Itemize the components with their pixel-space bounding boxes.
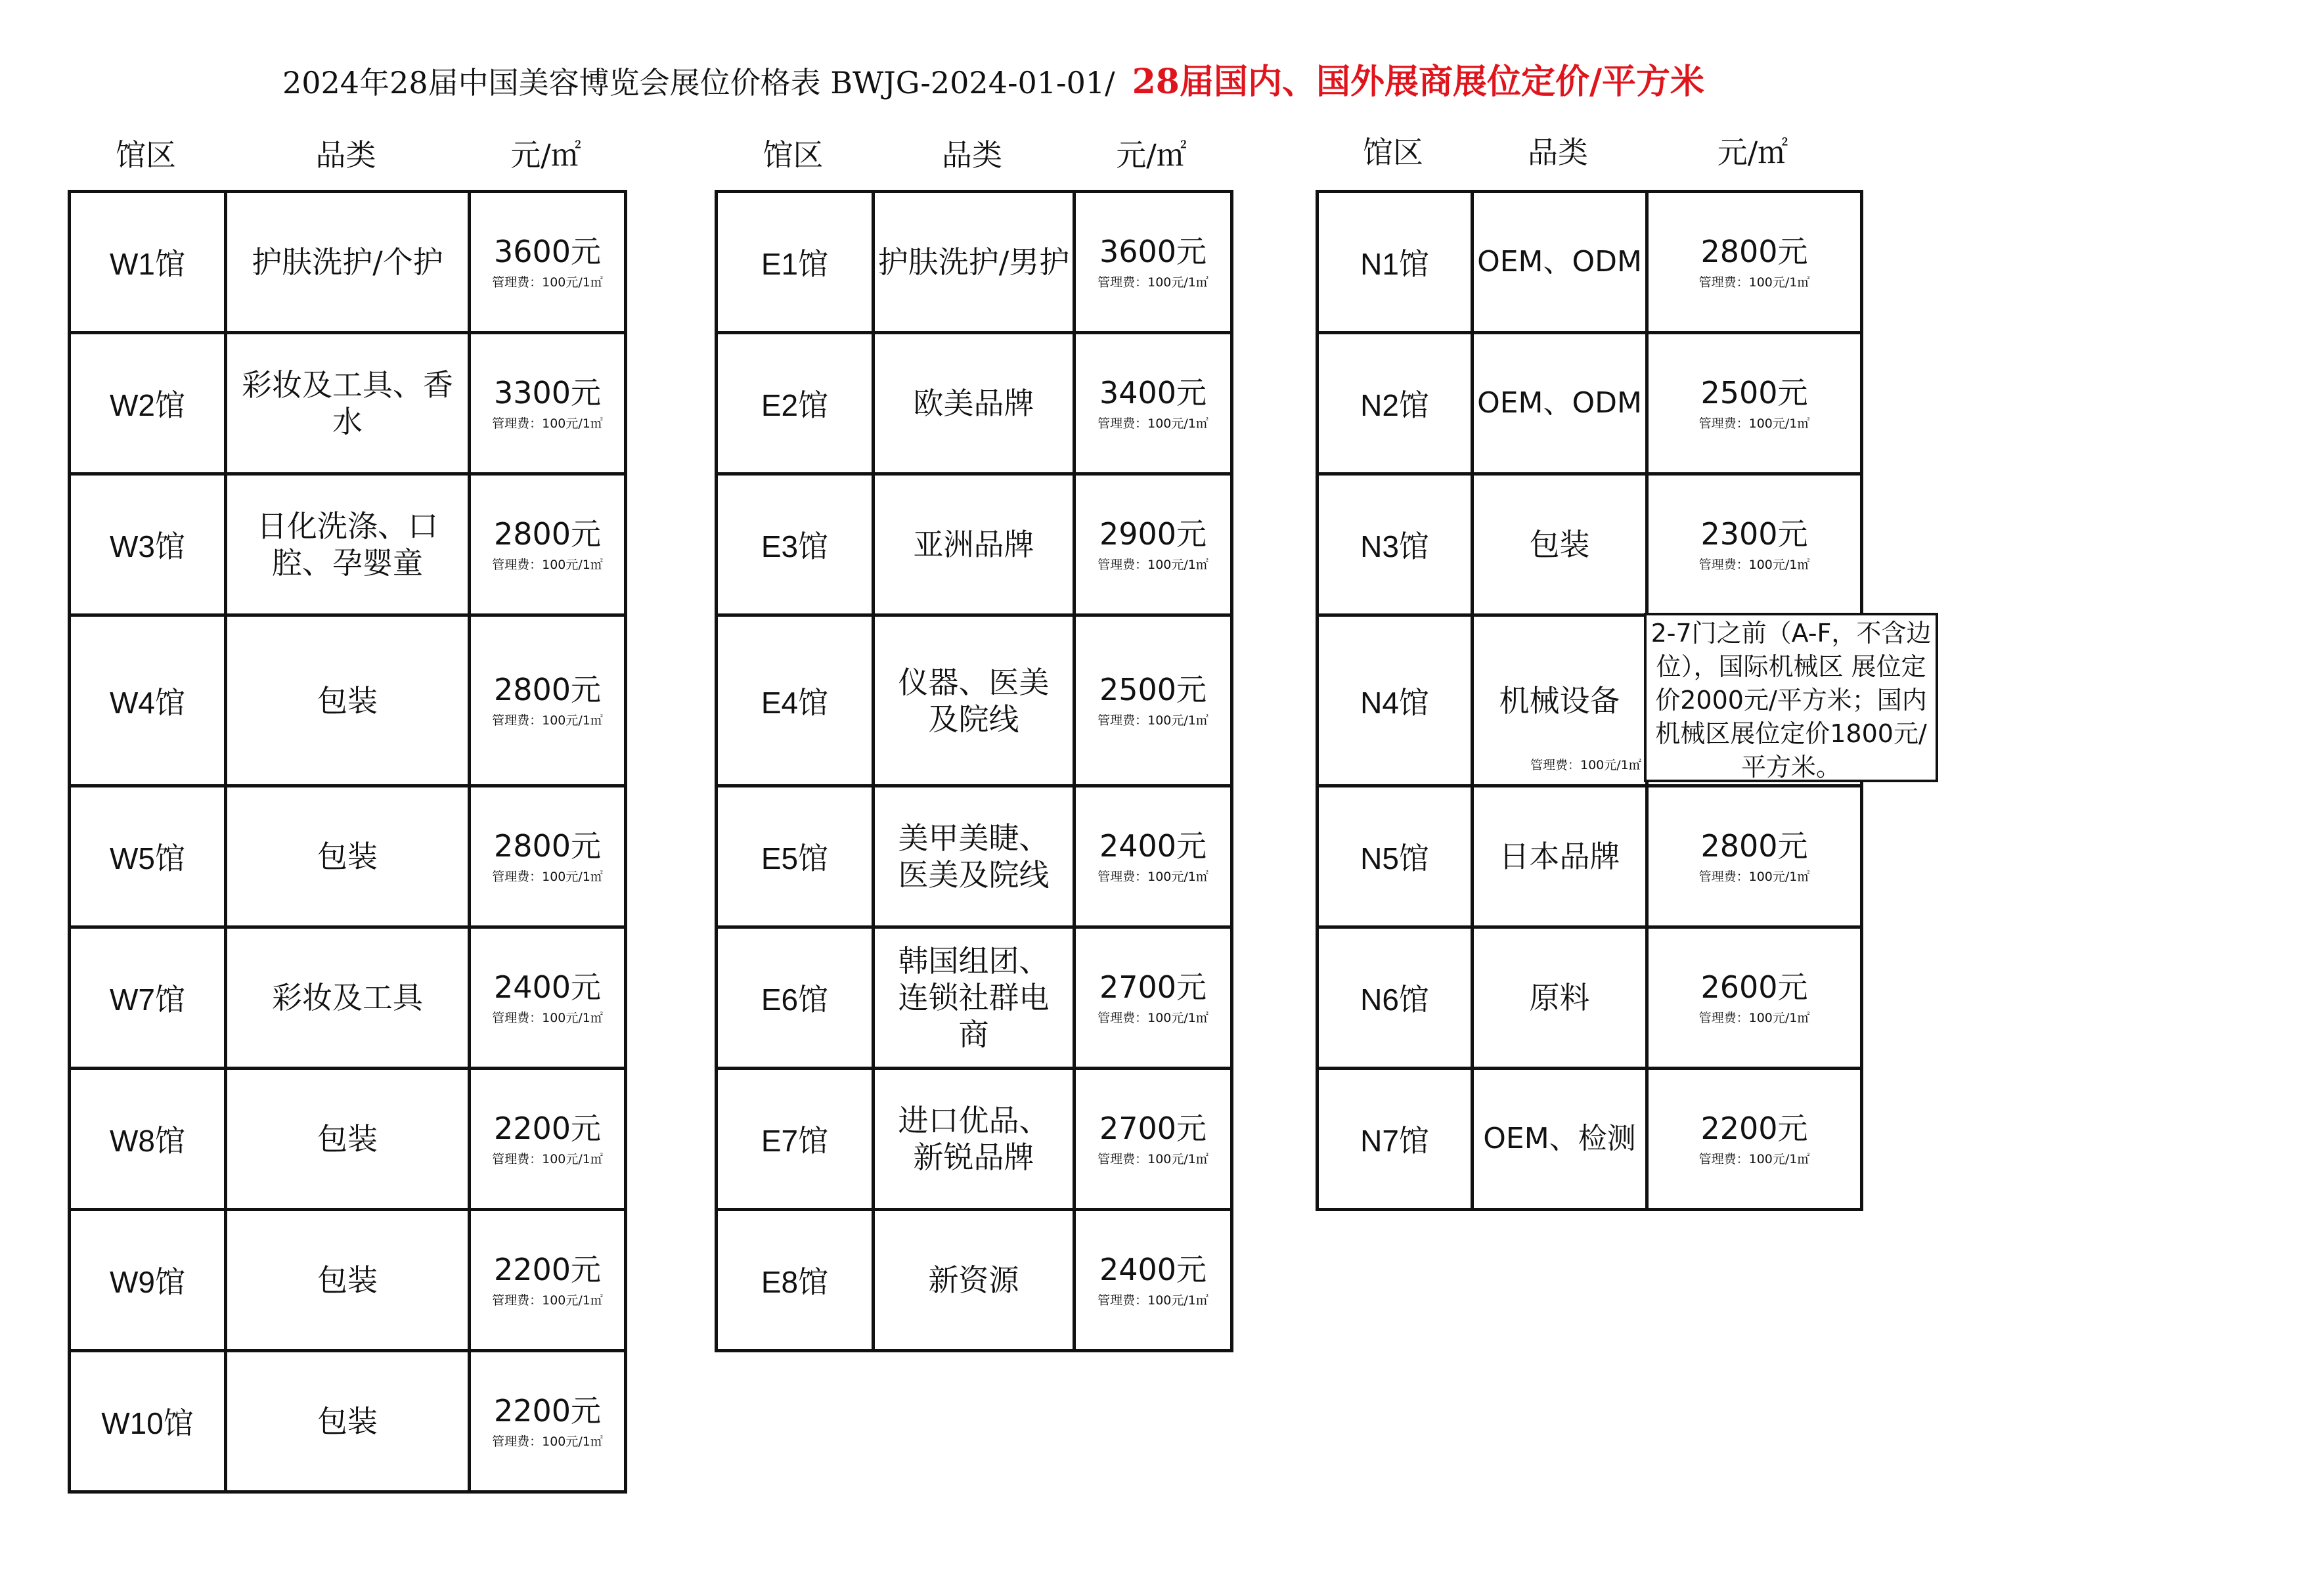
title-main: 2024年28届中国美容博览会展位价格表 BWJG-2024-01-01/ bbox=[282, 65, 1115, 100]
table-row bbox=[1318, 474, 1862, 615]
price-value: 3400元 bbox=[1099, 374, 1207, 410]
price-cell bbox=[470, 615, 626, 786]
hall-cell: N6馆 bbox=[1318, 927, 1473, 1069]
hall-cell: E8馆 bbox=[717, 1210, 874, 1351]
header-category-west: 品类 bbox=[315, 137, 376, 173]
management-fee: 管理费：100元/1㎡ bbox=[492, 1293, 603, 1308]
management-fee: 管理费：100元/1㎡ bbox=[1698, 1151, 1810, 1166]
category-cell: 彩妆及工具 bbox=[226, 927, 470, 1069]
table-row bbox=[717, 192, 1232, 333]
price-value: 2800元 bbox=[1700, 233, 1808, 269]
category-cell: 机械设备 bbox=[1473, 615, 1647, 786]
price-value: 2800元 bbox=[1700, 828, 1808, 864]
category-cell: 护肤洗护/个护 bbox=[226, 192, 470, 333]
table-row bbox=[717, 1210, 1232, 1351]
price-cell bbox=[470, 333, 626, 474]
category-cell: 包装 bbox=[226, 786, 470, 927]
header-hall-west: 馆区 bbox=[116, 137, 176, 173]
page-title bbox=[282, 54, 1704, 100]
category-cell: 包装 bbox=[226, 1351, 470, 1492]
table-row bbox=[1318, 927, 1862, 1069]
price-value: 3300元 bbox=[493, 374, 602, 410]
price-value: 2400元 bbox=[1099, 1251, 1207, 1287]
category-cell: 原料 bbox=[1473, 927, 1647, 1069]
hall-cell: W8馆 bbox=[70, 1069, 226, 1210]
category-cell: 护肤洗护/男护 bbox=[874, 192, 1074, 333]
management-fee: 管理费：100元/1㎡ bbox=[1097, 713, 1208, 728]
category-cell: 仪器、医美及院线 bbox=[874, 615, 1074, 786]
price-value: 2400元 bbox=[1099, 828, 1207, 864]
price-value: 2800元 bbox=[493, 516, 602, 552]
header-category-north: 品类 bbox=[1528, 135, 1588, 170]
price-value: 2200元 bbox=[493, 1251, 602, 1287]
table-row bbox=[717, 786, 1232, 927]
category-cell: OEM、ODM bbox=[1473, 192, 1647, 333]
table-row bbox=[717, 1069, 1232, 1210]
hall-cell: E5馆 bbox=[717, 786, 874, 927]
management-fee: 管理费：100元/1㎡ bbox=[492, 1151, 603, 1166]
header-category-east: 品类 bbox=[942, 137, 1002, 173]
price-cell bbox=[470, 192, 626, 333]
category-cell: 日本品牌 bbox=[1473, 786, 1647, 927]
management-fee: 管理费：100元/1㎡ bbox=[492, 416, 603, 431]
header-unit-west: 元/㎡ bbox=[510, 137, 581, 173]
east-price-table bbox=[715, 190, 1233, 1352]
management-fee-n4: 管理费：100元/1㎡ bbox=[1530, 758, 1641, 772]
hall-cell: W1馆 bbox=[70, 192, 226, 333]
price-cell bbox=[1074, 192, 1232, 333]
price-value: 2500元 bbox=[1700, 374, 1808, 410]
hall-cell: E3馆 bbox=[717, 474, 874, 615]
management-fee: 管理费：100元/1㎡ bbox=[1097, 1151, 1208, 1166]
hall-cell: E6馆 bbox=[717, 927, 874, 1069]
price-cell bbox=[1647, 333, 1862, 474]
hall-cell: W9馆 bbox=[70, 1210, 226, 1351]
table-row bbox=[70, 1351, 626, 1492]
header-hall-north: 馆区 bbox=[1363, 135, 1423, 170]
price-cell bbox=[470, 1210, 626, 1351]
management-fee: 管理费：100元/1㎡ bbox=[1097, 275, 1208, 290]
management-fee: 管理费：100元/1㎡ bbox=[492, 557, 603, 572]
category-cell: OEM、ODM bbox=[1473, 333, 1647, 474]
management-fee: 管理费：100元/1㎡ bbox=[1698, 275, 1810, 290]
price-cell bbox=[1647, 927, 1862, 1069]
hall-cell: N3馆 bbox=[1318, 474, 1473, 615]
category-cell: 日化洗涤、口腔、孕婴童 bbox=[226, 474, 470, 615]
management-fee: 管理费：100元/1㎡ bbox=[492, 713, 603, 728]
price-value: 2400元 bbox=[493, 969, 602, 1005]
category-cell: 新资源 bbox=[874, 1210, 1074, 1351]
hall-cell: N5馆 bbox=[1318, 786, 1473, 927]
price-value: 2900元 bbox=[1099, 516, 1207, 552]
price-cell bbox=[470, 1069, 626, 1210]
price-cell bbox=[470, 927, 626, 1069]
header-hall-east: 馆区 bbox=[763, 137, 824, 173]
hall-cell: E7馆 bbox=[717, 1069, 874, 1210]
table-row bbox=[70, 786, 626, 927]
hall-cell: W4馆 bbox=[70, 615, 226, 786]
management-fee: 管理费：100元/1㎡ bbox=[1698, 557, 1810, 572]
price-cell bbox=[470, 786, 626, 927]
price-value: 2500元 bbox=[1099, 672, 1207, 707]
price-cell bbox=[1074, 474, 1232, 615]
title-highlight: 28届国内、国外展商展位定价/平方米 bbox=[1132, 62, 1704, 102]
hall-cell: E2馆 bbox=[717, 333, 874, 474]
price-value: 2700元 bbox=[1099, 1110, 1207, 1146]
category-cell: 包装 bbox=[226, 1069, 470, 1210]
price-cell bbox=[1074, 1069, 1232, 1210]
category-cell: 韩国组团、连锁社群电商 bbox=[874, 927, 1074, 1069]
table-row bbox=[717, 615, 1232, 786]
management-fee: 管理费：100元/1㎡ bbox=[1097, 557, 1208, 572]
price-cell bbox=[1647, 786, 1862, 927]
management-fee: 管理费：100元/1㎡ bbox=[1097, 416, 1208, 431]
table-row bbox=[70, 474, 626, 615]
table-row bbox=[70, 1069, 626, 1210]
table-row bbox=[70, 615, 626, 786]
hall-cell: W3馆 bbox=[70, 474, 226, 615]
hall-cell: E4馆 bbox=[717, 615, 874, 786]
header-unit-east: 元/㎡ bbox=[1116, 137, 1187, 173]
price-cell bbox=[1647, 474, 1862, 615]
category-cell: 包装 bbox=[1473, 474, 1647, 615]
category-cell: 欧美品牌 bbox=[874, 333, 1074, 474]
category-cell: 进口优品、新锐品牌 bbox=[874, 1069, 1074, 1210]
n4-pricing-note: 2-7门之前（A-F，不含边位），国际机械区 展位定价2000元/平方米；国内机械区展位定价1800元/平方米。 bbox=[1644, 613, 1938, 782]
price-cell bbox=[1074, 927, 1232, 1069]
management-fee: 管理费：100元/1㎡ bbox=[1097, 1293, 1208, 1308]
table-row bbox=[717, 474, 1232, 615]
table-row bbox=[1318, 192, 1862, 333]
hall-cell: W10馆 bbox=[70, 1351, 226, 1492]
price-cell bbox=[1074, 615, 1232, 786]
category-cell: 亚洲品牌 bbox=[874, 474, 1074, 615]
price-cell bbox=[1074, 333, 1232, 474]
hall-cell: E1馆 bbox=[717, 192, 874, 333]
table-row bbox=[70, 192, 626, 333]
category-cell: OEM、检测 bbox=[1473, 1069, 1647, 1210]
category-cell: 包装 bbox=[226, 1210, 470, 1351]
table-row bbox=[1318, 333, 1862, 474]
price-value: 2200元 bbox=[493, 1392, 602, 1429]
header-unit-north: 元/㎡ bbox=[1717, 135, 1788, 170]
price-cell bbox=[1647, 192, 1862, 333]
table-row bbox=[70, 333, 626, 474]
price-value: 2600元 bbox=[1700, 969, 1808, 1005]
price-value: 2800元 bbox=[493, 828, 602, 864]
price-value: 2300元 bbox=[1700, 516, 1808, 552]
price-value: 3600元 bbox=[493, 233, 602, 269]
management-fee: 管理费：100元/1㎡ bbox=[1097, 869, 1208, 884]
price-cell bbox=[1074, 1210, 1232, 1351]
price-value: 2800元 bbox=[493, 672, 602, 707]
management-fee: 管理费：100元/1㎡ bbox=[492, 869, 603, 884]
category-cell: 包装 bbox=[226, 615, 470, 786]
table-row bbox=[717, 927, 1232, 1069]
table-row bbox=[70, 1210, 626, 1351]
management-fee: 管理费：100元/1㎡ bbox=[492, 1434, 603, 1449]
price-cell bbox=[1647, 1069, 1862, 1210]
hall-cell: N7馆 bbox=[1318, 1069, 1473, 1210]
hall-cell: W5馆 bbox=[70, 786, 226, 927]
management-fee: 管理费：100元/1㎡ bbox=[1698, 1010, 1810, 1025]
management-fee: 管理费：100元/1㎡ bbox=[1698, 869, 1810, 884]
hall-cell: N1馆 bbox=[1318, 192, 1473, 333]
management-fee: 管理费：100元/1㎡ bbox=[1698, 416, 1810, 431]
table-row bbox=[1318, 786, 1862, 927]
price-cell bbox=[1074, 786, 1232, 927]
category-cell: 彩妆及工具、香水 bbox=[226, 333, 470, 474]
price-value: 2700元 bbox=[1099, 969, 1207, 1005]
price-cell bbox=[470, 474, 626, 615]
category-cell: 美甲美睫、医美及院线 bbox=[874, 786, 1074, 927]
price-value: 3600元 bbox=[1099, 233, 1207, 269]
price-value: 2200元 bbox=[1700, 1110, 1808, 1146]
management-fee: 管理费：100元/1㎡ bbox=[492, 1010, 603, 1025]
table-row bbox=[70, 927, 626, 1069]
table-row bbox=[717, 333, 1232, 474]
price-value: 2200元 bbox=[493, 1110, 602, 1146]
price-cell bbox=[470, 1351, 626, 1492]
west-price-table bbox=[68, 190, 627, 1494]
management-fee: 管理费：100元/1㎡ bbox=[492, 275, 603, 290]
table-row bbox=[1318, 1069, 1862, 1210]
management-fee: 管理费：100元/1㎡ bbox=[1097, 1010, 1208, 1025]
hall-cell: N4馆 bbox=[1318, 615, 1473, 786]
hall-cell: N2馆 bbox=[1318, 333, 1473, 474]
hall-cell: W2馆 bbox=[70, 333, 226, 474]
hall-cell: W7馆 bbox=[70, 927, 226, 1069]
